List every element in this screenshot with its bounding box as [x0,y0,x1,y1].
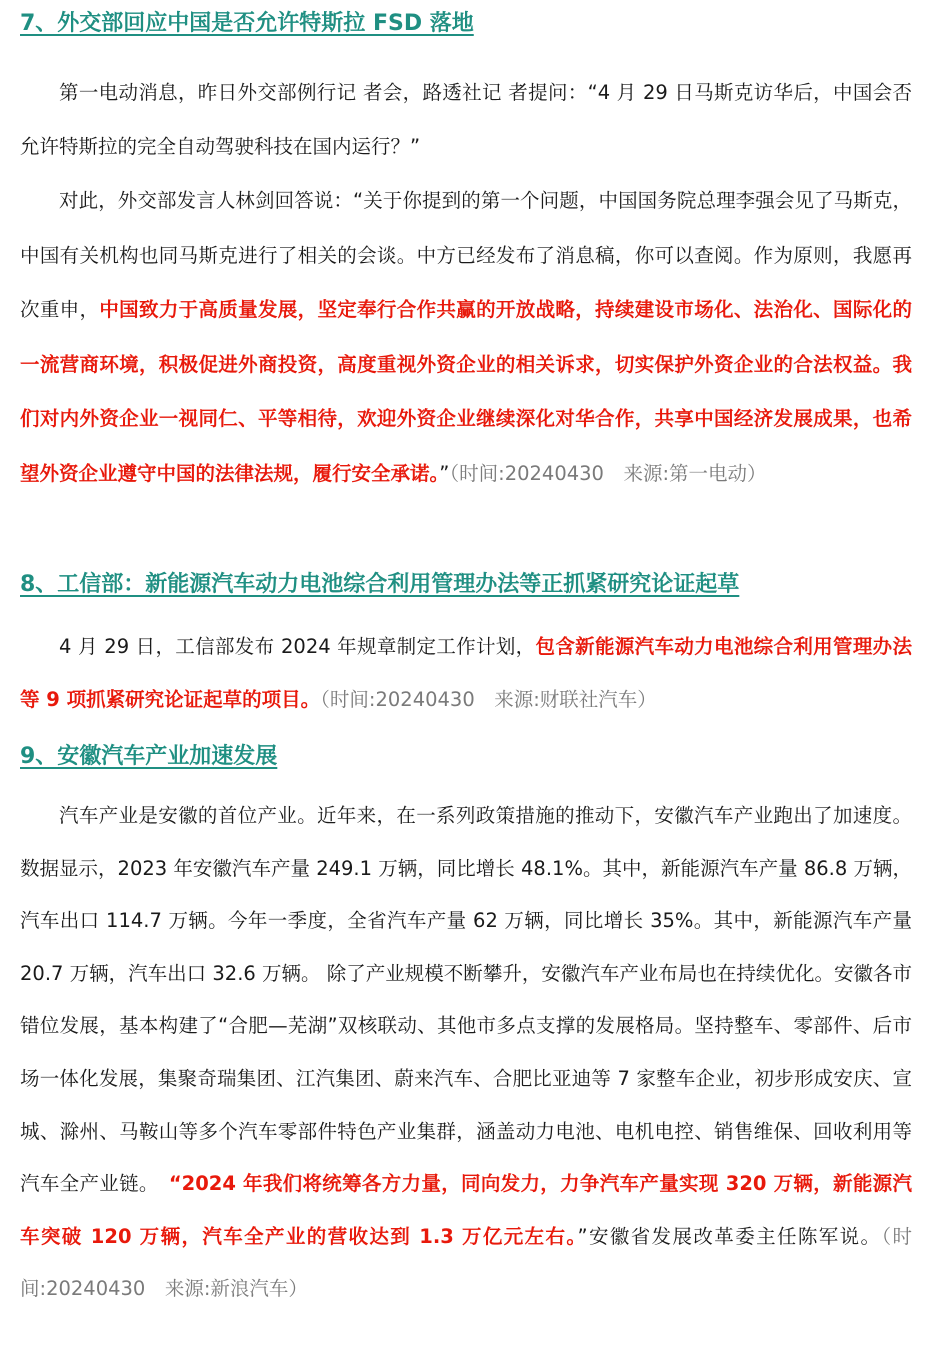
source-note: （时间:20240430 来源:财联社汽车） [320,688,657,711]
section-8-heading: 8、工信部：新能源汽车动力电池综合利用管理办法等正抓紧研究论证起草 [20,572,740,597]
section-7-paragraph-2 [20,174,912,501]
section-7-paragraph-1 [20,66,912,174]
section-8-paragraph-1 [20,620,912,726]
paragraph-text: 汽车产业是安徽的首位产业。近年来，在一系列政策措施的推动下，安徽汽车产业跑出了加速度。数据显示，2023 年安徽汽车产量 249.1 万辆，同比增长 48.1%。其中，新能源汽车产量 86.8 万辆，汽车出口 114.7 万辆。今年一季度，全省汽车产量 62 万辆，同比增长 35%。其中，新能源汽车产量 20.7 万辆，汽车出口 32.6 万辆。 除了产业规模不断攀升，安徽汽车产业布局也在持续优化。安徽各市错位发展，基本构建了“合肥—芜湖”双核联动、其他市多点支撑的发展格局。坚持整车、零部件、后市场一体化发展，集聚奇瑞集团、江汽集团、蔚来汽车、合肥比亚迪等 7 家整车企业，初步形成安庆、宣城、滁州、马鞍山等多个汽车零部件特色产业集群，涵盖动力电池、电机电控、销售维保、回收利用等汽车全产业链。 [20,804,912,1196]
highlight-quote: 中国致力于高质量发展，坚定奉行合作共赢的开放战略，持续建设市场化、法治化、国际化的一流营商环境，积极促进外商投资，高度重视外资企业的相关诉求，切实保护外资企业的合法权益。我们对内外资企业一视同仁、平等相待，欢迎外资企业继续深化对华合作，共享中国经济发展成果，也希望外资企业遵守中国的法律法规，履行安全承诺。 [20,298,912,485]
paragraph-text: 第一电动消息，昨日外交部例行记 者会，路透社记 者提问：“4 月 29 日马斯克访华后，中国会否允许特斯拉的完全自动驾驶科技在国内运行？” [20,81,912,158]
paragraph-text: 4 月 29 日，工信部发布 2024 年规章制定工作计划， [59,635,536,658]
section-7-heading: 7、外交部回应中国是否允许特斯拉 FSD 落地 [20,11,474,36]
source-note: （时间:20240430 来源:第一电动） [449,461,767,485]
quote-close: ” [439,461,450,485]
section-9-paragraph-1 [20,790,912,1316]
highlight-text: 包含新能源汽车动力电池综合利用管理办法等 9 项抓紧研究论证起草的项目。 [20,635,912,711]
quote-attribution: ”安徽省发展改革委主任陈军说。 [577,1224,882,1248]
source-note: （时间:20240430 来源:新浪汽车） [20,1224,912,1301]
paragraph-text: 对此，外交部发言人林剑回答说：“关于你提到的第一个问题，中国国务院总理李强会见了马斯克，中国有关机构也同马斯克进行了相关的会谈。中方已经发布了消息稿，你可以查阅。作为原则，我愿再次重申， [20,189,912,321]
highlight-quote: “2024 年我们将统筹各方力量，同向发力，力争汽车产量实现 320 万辆，新能源汽车突破 120 万辆，汽车全产业的营收达到 1.3 万亿元左右。 [20,1172,912,1248]
section-9-heading: 9、安徽汽车产业加速发展 [20,744,278,769]
